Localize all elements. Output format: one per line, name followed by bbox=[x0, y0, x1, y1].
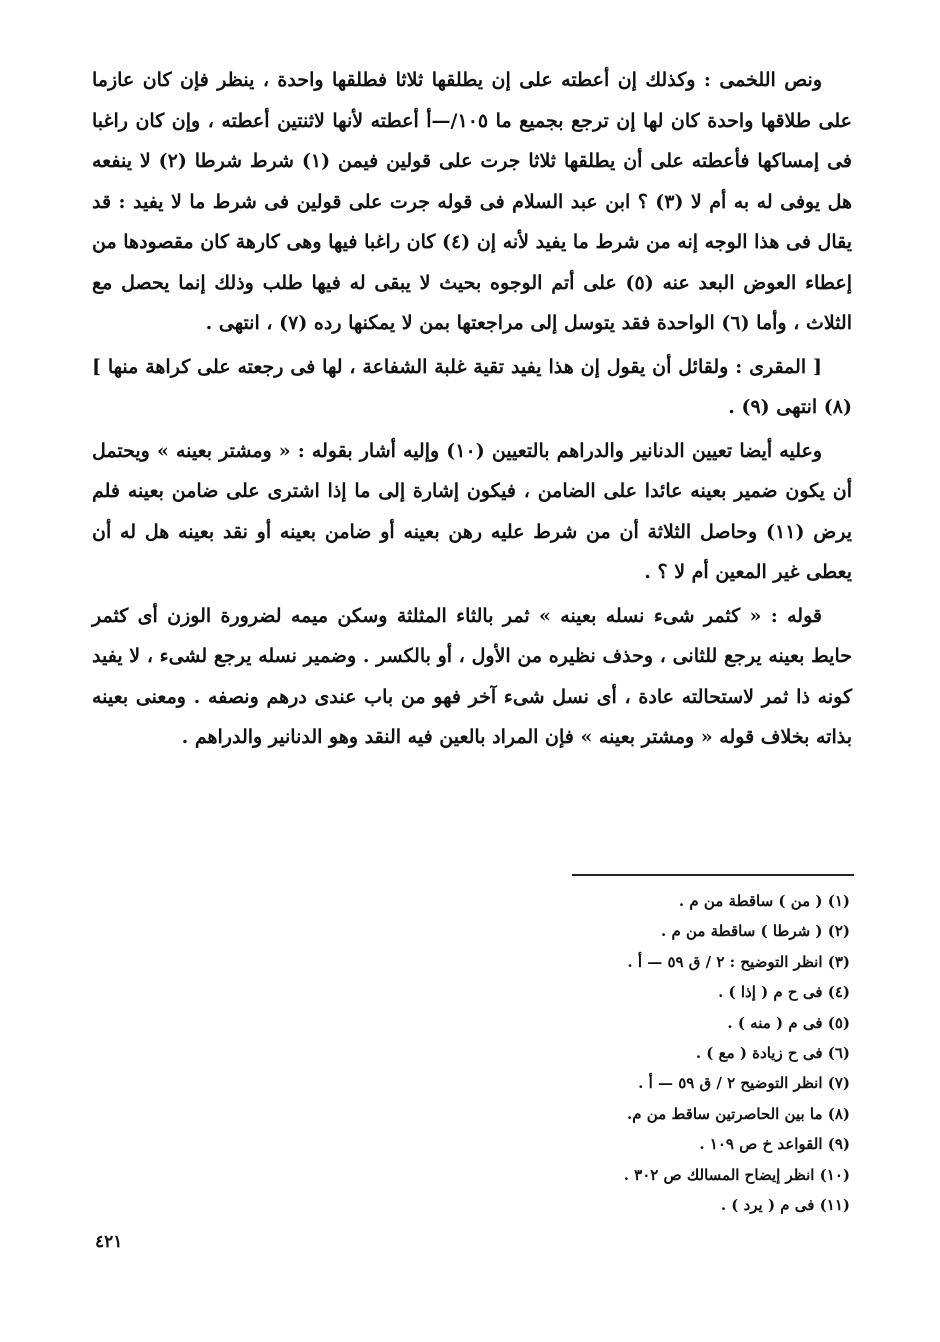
paragraph: وعليه أيضا تعيين الدنانير والدراهم بالتعيين (١٠) وإليه أشار بقوله : « ومشتر بعينه » ويحتمل أن يكون ضمير بعينه عائدا على الضامن ، فيكون إشارة إلى ما إذا اشترى على ضامن بعينه فلم يرض (١١) وحاصل الثلاثة أن من شرط عليه رهن بعينه أو ضامن بعينه أو نقد بعينه هل له أن يعطى غير المعين أم لا ؟ . bbox=[92, 439, 852, 583]
footnote: (٥) فى م ( منه ) . bbox=[727, 1013, 850, 1032]
footnote: (٣) انظر التوضيح : ٢ / ق ٥٩ — أ . bbox=[627, 952, 850, 971]
footnote: (٦) فى ح زيادة ( مع ) . bbox=[695, 1044, 850, 1063]
paragraph: ونص اللخمى : وكذلك إن أعطته على إن يطلقها ثلاثا فطلقها واحدة ، ينظر فإن كان عازما على طلاقها واحدة كان لها إن ترجع بجميع ما ١٠٥/—أ أعطته لأنها لاثنتين أعطته ، وإن كان راغبا فى إمساكها فأعطته على أن يطلقها ثلاثا جرت على قولين فيمن (١) شرط شرطا (٢) لا ينفعه هل يوفى له به أم لا (٣) ؟ ابن عبد السلام فى قوله جرت على قولين فى شرط ما لا يفيد : قد يقال فى هذا الوجه إنه من شرط ما يفيد لأنه إن (٤) كان راغبا فيها وهى كارهة كان مقصودها من إعطاء العوض البعد عنه (٥) على أتم الوجوه بحيث لا يبقى له فيها طلب وذلك إنما يحصل مع الثلاث ، وأما (٦) الواحدة فقد يتوسل إلى مراجعتها بمن لا يمكنها رده (٧) ، انتهى . bbox=[92, 69, 853, 334]
footnote: (١) ( من ) ساقطة من م . bbox=[678, 892, 850, 910]
footnotes bbox=[450, 886, 850, 1220]
main-text bbox=[92, 60, 852, 761]
footnote-separator bbox=[572, 874, 854, 876]
paragraph: [ المقرى : ولقائل أن يقول إن هذا يفيد تقية غلبة الشفاعة ، لها فى رجعته على كراهة منها ] (٨) انتهى (٩) . bbox=[92, 355, 852, 418]
footnote: (٩) القواعد خ ص ١٠٩ . bbox=[699, 1135, 850, 1154]
footnote: (٨) ما بين الحاصرتين ساقط من م. bbox=[627, 1104, 850, 1123]
footnote: (٢) ( شرطا ) ساقطة من م . bbox=[661, 922, 850, 941]
page-number: ٤٢١ bbox=[95, 1232, 123, 1252]
footnote: (٧) انظر التوضيح ٢ / ق ٥٩ — أ . bbox=[638, 1074, 850, 1093]
footnote: (١٠) انظر إيضاح المسالك ص ٣٠٢ . bbox=[623, 1165, 850, 1184]
footnote: (٤) فى ح م ( إذا ) . bbox=[718, 983, 850, 1002]
footnote: (١١) فى م ( يرد ) . bbox=[720, 1196, 850, 1215]
paragraph: قوله : « كثمر شىء نسله بعينه » ثمر بالثاء المثلثة وسكن ميمه لضرورة الوزن أى كثمر حايط بعينه يرجع للثانى ، وحذف نظيره من الأول ، أو بالكسر . وضمير نسله يرجع لشىء ، لا يفيد كونه ذا ثمر لاستحالته عادة ، أى نسل شىء آخر فهو من باب عندى درهم ونصفه . ومعنى بعينه بذاته بخلاف قوله « ومشتر بعينه » فإن المراد بالعين فيه النقد وهو الدنانير والدراهم . bbox=[92, 604, 852, 748]
